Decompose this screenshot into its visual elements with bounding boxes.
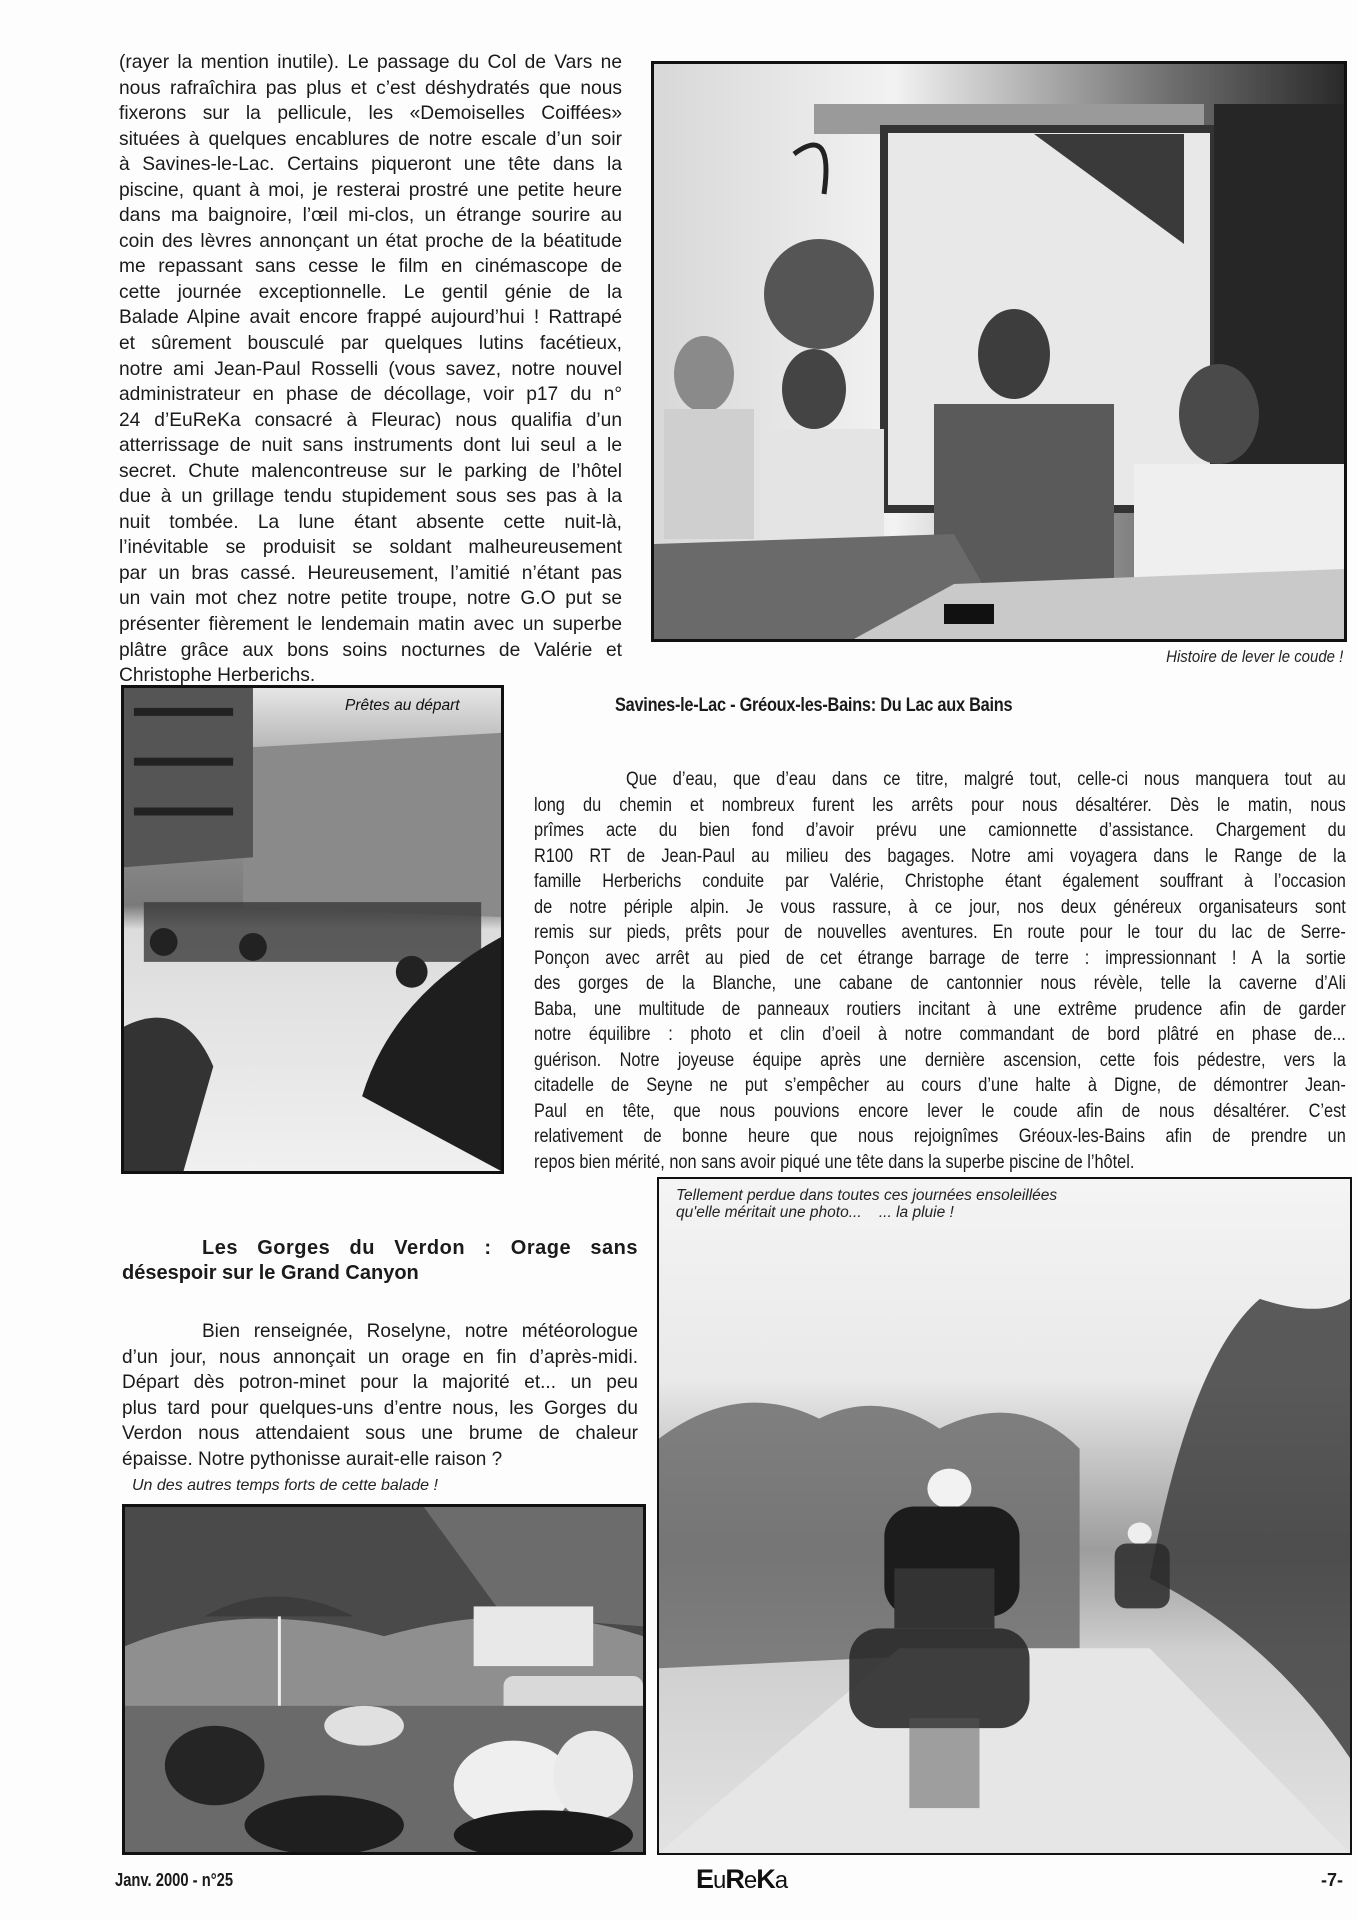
logo-letter: R [725, 1864, 744, 1894]
text-line: à Savines-le-Lac. Certains piqueront une tête dans la [119, 154, 622, 176]
article-column-1 [119, 50, 622, 689]
text-line: me repassant sans cesse le film en cinémascope de [119, 256, 622, 278]
text-line: atterrissage de nuit sans instruments dont lui seul a le [119, 435, 622, 457]
caption-cafe-toast: Histoire de lever le coude ! [1165, 647, 1343, 666]
text-line: par un bras cassé. Heureusement, l’amitié n’étant pas [119, 562, 622, 584]
caption-rain-line: qu'elle méritait une photo... ... la pluie ! [676, 1204, 954, 1221]
footer-issue-date: Janv. 2000 - n°25 [115, 1870, 234, 1890]
text-line: d’un jour, nous annonçait un orage en fin d’après-midi. [122, 1346, 638, 1368]
text-line: Paul en tête, que nous pouvions encore lever le coude afin de nous désaltérer. C’est [534, 1100, 1346, 1122]
section-title-gorges-du-verdon [122, 1236, 638, 1286]
photo-motorcycles-in-rain [657, 1177, 1352, 1855]
text-line: de notre périple alpin. Je vous rassure, à ce jour, nos deux généreux organisateurs sont [534, 896, 1346, 918]
text-line: et sûrement bousculé par quelques lutins facétieux, [119, 333, 622, 355]
text-line: remis sur pieds, prêts pour de nouvelles aventures. En route pour le tour du lac de Serre- [534, 922, 1346, 943]
text-line: fixerons sur la pellicule, les «Demoiselles Coiffées» [119, 103, 622, 125]
text-line: administrateur en phase de décollage, voir p17 du n° [119, 384, 622, 406]
text-line: présenter fièrement le lendemain matin avec un superbe [119, 614, 622, 636]
section-title-line: Les Gorges du Verdon : Orage sans [202, 1237, 638, 1259]
text-line: épaisse. Notre pythonisse aurait-elle raison ? [122, 1448, 503, 1470]
text-line: notre ami Jean-Paul Rosselli (vous savez, notre nouvel [119, 358, 622, 380]
text-line: coin des lèvres annonçant un état proche de la béatitude [119, 230, 622, 252]
text-line: due à un grillage tendu stupidement sous ses pas à la [119, 486, 622, 508]
caption-departure: Prêtes au départ [345, 697, 460, 714]
caption-rain-line: Tellement perdue dans toutes ces journées ensoleillées [676, 1187, 1058, 1204]
text-line: des gorges de la Blanche, une cabane de cantonnier nous révèle, telle la caverne d’Ali [534, 973, 1346, 994]
photo-motorcycles-departure-image [124, 688, 501, 1171]
logo-letter: e [743, 1867, 757, 1894]
article-section-gorges-du-verdon [122, 1319, 638, 1473]
logo-letter: u [713, 1867, 726, 1894]
photo-terrace-gathering [122, 1504, 646, 1855]
text-line: plâtre grâce aux bons soins nocturnes de Valérie et [119, 639, 622, 661]
section-title-line: désespoir sur le Grand Canyon [122, 1262, 419, 1284]
text-line: relativement de bonne heure que nous rejoignîmes Gréoux-les-Bains afin de prendre un [534, 1126, 1346, 1147]
photo-cafe-toast [651, 61, 1347, 642]
text-line: Christophe Herberichs. [119, 665, 316, 687]
text-line: Baba, une multitude de panneaux routiers incitant à une extrême prudence afin de garder [534, 998, 1346, 1020]
text-line: situées à quelques encablures de notre escale d’un soir [119, 128, 622, 150]
text-line: plus tard pour quelques-uns d’entre nous, les Gorges du [122, 1397, 638, 1419]
caption-rain [676, 1187, 1176, 1221]
article-section-savines-greoux [534, 767, 1346, 1175]
text-line: (rayer la mention inutile). Le passage du Col de Vars ne [119, 52, 622, 73]
text-line: Balade Alpine avait encore frappé aujourd’hui ! Rattrapé [119, 307, 622, 329]
text-line: repos bien mérité, non sans avoir piqué une tête dans la superbe piscine de l’hôtel. [534, 1151, 1135, 1173]
text-line: citadelle de Seyne ne put s’empêcher au cours d’une halte à Digne, de démontrer Jean- [534, 1075, 1346, 1096]
text-line: prîmes acte du bien fond d’avoir prévu une camionnette d’assistance. Chargement du [534, 820, 1346, 841]
text-line: guérison. Notre joyeuse équipe après une dernière ascension, cette fois pédestre, vers la [534, 1049, 1346, 1071]
text-line: Départ dès potron-minet pour la majorité et... un peu [122, 1372, 638, 1394]
text-line: long du chemin et nombreux furent les arrêts pour nous désaltérer. Dès le matin, nous [534, 794, 1346, 816]
logo-letter: E [696, 1864, 714, 1894]
text-line: piscine, quant à moi, je resterai prostré une petite heure [119, 179, 622, 201]
text-line: nous rafraîchira pas plus et c’est déshydratés que nous [119, 77, 622, 99]
text-line: secret. Chute malencontreuse sur le parking de l’hôtel [119, 460, 622, 482]
text-line: Bien renseignée, Roselyne, notre météorologue [202, 1321, 638, 1342]
text-line: 24 d’EuReKa consacré à Fleurac) nous qualifia d’un [119, 409, 622, 431]
photo-cafe-toast-image [654, 64, 1344, 639]
photo-motorcycles-departure [121, 685, 504, 1174]
text-line: Que d’eau, que d’eau dans ce titre, malgré tout, celle-ci nous manquera tout au [626, 769, 1346, 790]
page-number: -7- [1321, 1870, 1343, 1890]
photo-motorcycles-in-rain-image [659, 1179, 1350, 1853]
text-line: notre équilibre : photo et clin d’oeil à notre commandant de bord plâtré en phase de... [534, 1024, 1346, 1045]
section-title-savines-greoux: Savines-le-Lac - Gréoux-les-Bains: Du Lac aux Bains [615, 695, 1013, 716]
text-line: Ponçon avec arrêt au pied de cet étrange barrage de terre : impressionnant ! A la sortie [534, 947, 1346, 969]
photo-terrace-gathering-image [125, 1507, 643, 1852]
text-line: R100 RT de Jean-Paul au milieu des bagages. Notre ami voyagera dans le Range de la [534, 845, 1346, 867]
text-line: nuit tombée. La lune étant absente cette nuit-là, [119, 511, 622, 533]
text-line: dans ma baignoire, l’œil mi-clos, un étrange sourire au [119, 205, 622, 227]
text-line: Verdon nous attendaient sous une brume de chaleur [122, 1423, 638, 1445]
logo-letter: a [774, 1867, 788, 1894]
text-line: famille Herberichs conduite par Valérie, Christophe étant également souffrant à l’occasion [534, 871, 1346, 892]
text-line: cette journée exceptionnelle. Le gentil génie de la [119, 281, 622, 303]
text-line: l’inévitable se produisit se soldant malheureusement [119, 537, 622, 559]
text-line: un vain mot chez notre petite troupe, notre G.O put se [119, 588, 622, 610]
logo-letter: K [756, 1864, 775, 1894]
eureka-logo [696, 1864, 787, 1895]
caption-terrace: Un des autres temps forts de cette balade ! [132, 1477, 438, 1494]
